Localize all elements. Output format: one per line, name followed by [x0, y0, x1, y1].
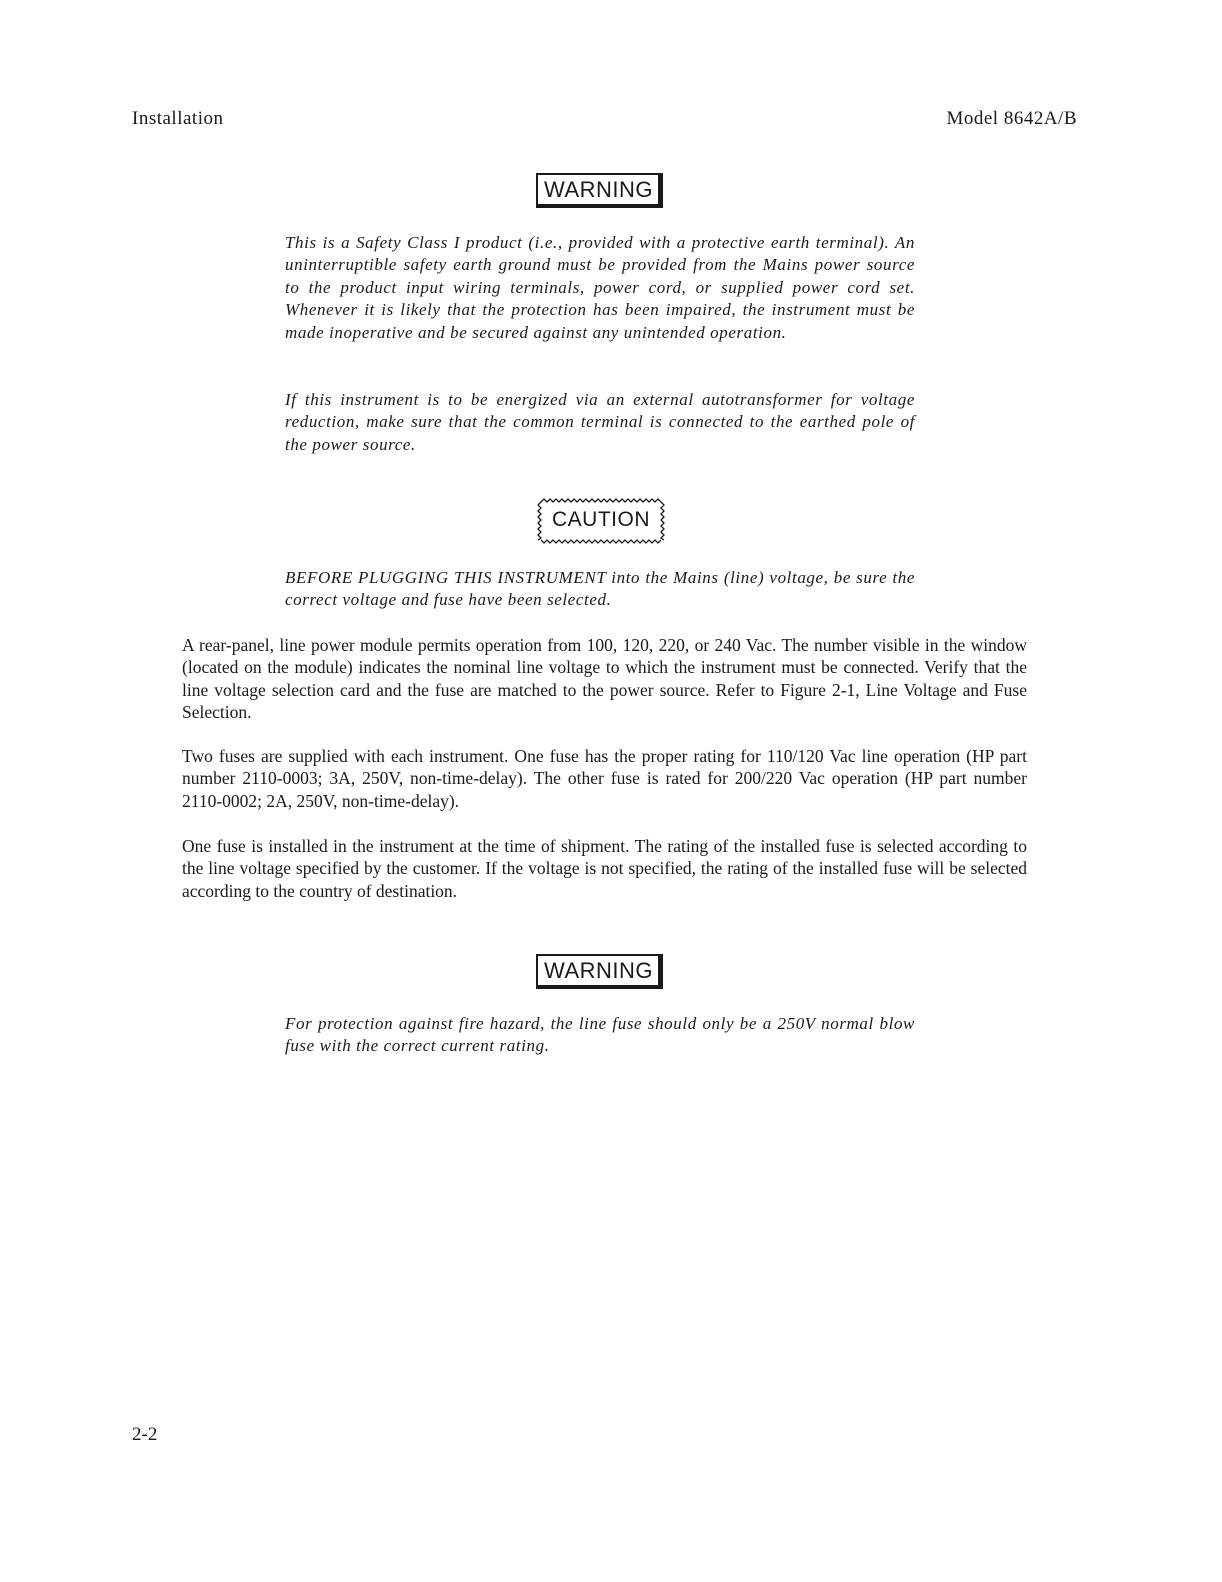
body-paragraph-fuse-installed: One fuse is installed in the instrument at the time of shipment. The rating of the installed fuse is selected according to the line voltage specified by the customer. If the voltage is not specified, the rating of the installed fuse will be selected according to the country of destination.	[182, 836, 1027, 901]
header-section-title: Installation	[132, 108, 224, 129]
caution-label: CAUTION	[552, 508, 650, 531]
header-model-number: Model 8642A/B	[946, 108, 1077, 129]
body-paragraph-line-power-module: A rear-panel, line power module permits operation from 100, 120, 220, or 240 Vac. The number visible in the window (located on the module) indicates the nominal line voltage to which the instrument must be connected. Verify that the line voltage selection card and the fuse are matched to the power source. Refer to Figure 2-1, Line Voltage and Fuse Selection.	[182, 635, 1027, 723]
body-paragraph-fuses-supplied: Two fuses are supplied with each instrument. One fuse has the proper rating for 110/120 Vac line operation (HP part number 2110-0003; 3A, 250V, non-time-delay). The other fuse is rated for 200/220 Vac operation (HP part number 2110-0002; 2A, 250V, non-time-delay).	[182, 746, 1027, 811]
caution-paragraph: BEFORE PLUGGING THIS INSTRUMENT into the Mains (line) voltage, be sure the correct voltage and fuse have been selected.	[285, 568, 915, 610]
page-number: 2-2	[132, 1424, 158, 1445]
warning-label-box: WARNING	[536, 173, 663, 208]
warning-paragraph-autotransformer: If this instrument is to be energized via an external autotransformer for voltage reduction, make sure that the common terminal is connected to the earthed pole of the power source.	[285, 390, 915, 454]
warning-paragraph-fire-hazard: For protection against fire hazard, the line fuse should only be a 250V normal blow fuse with the correct current rating.	[285, 1014, 915, 1056]
warning-label-box-2: WARNING	[536, 954, 663, 989]
caution-label-box	[537, 498, 665, 544]
warning-paragraph-safety-class: This is a Safety Class I product (i.e., provided with a protective earth terminal). An uninterruptible safety earth ground must be provided from the Mains power source to the product input wiring terminals, power cord, or supplied power cord set. Whenever it is likely that the protection has been impaired, the instrument must be made inoperative and be secured against any unintended operation.	[285, 233, 915, 342]
